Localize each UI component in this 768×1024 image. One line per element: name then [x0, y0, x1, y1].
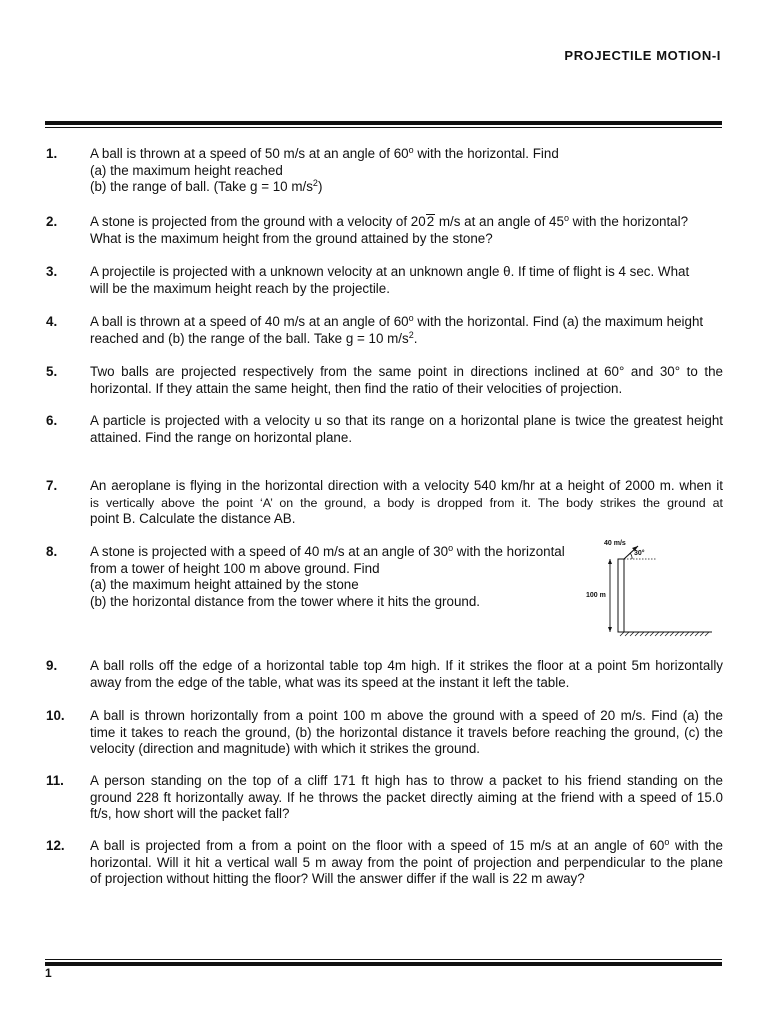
question-number: 6. [46, 413, 58, 428]
tower [618, 559, 624, 632]
tower-projectile-diagram [580, 537, 720, 637]
theta-symbol: θ [503, 264, 511, 279]
question-number: 8. [46, 544, 58, 559]
question-number: 12. [46, 838, 65, 853]
height-label: 100 m [586, 592, 606, 599]
angle-label: 30° [634, 550, 645, 557]
sqrt-symbol: 2 [426, 214, 435, 229]
question-number: 4. [46, 314, 58, 329]
question-number: 2. [46, 214, 58, 229]
question-number: 1. [46, 146, 58, 161]
footer-double-rule [45, 959, 722, 966]
ground-hatching [620, 632, 709, 636]
header-double-rule [45, 121, 722, 128]
speed-label: 40 m/s [604, 540, 626, 547]
question-number: 5. [46, 364, 58, 379]
page-number: 1 [45, 966, 52, 980]
question-number: 9. [46, 658, 58, 673]
question-number: 10. [46, 708, 65, 723]
question-number: 11. [46, 773, 64, 788]
page-title: PROJECTILE MOTION-I [564, 48, 721, 63]
question-number: 3. [46, 264, 58, 279]
question-number: 7. [46, 478, 58, 493]
